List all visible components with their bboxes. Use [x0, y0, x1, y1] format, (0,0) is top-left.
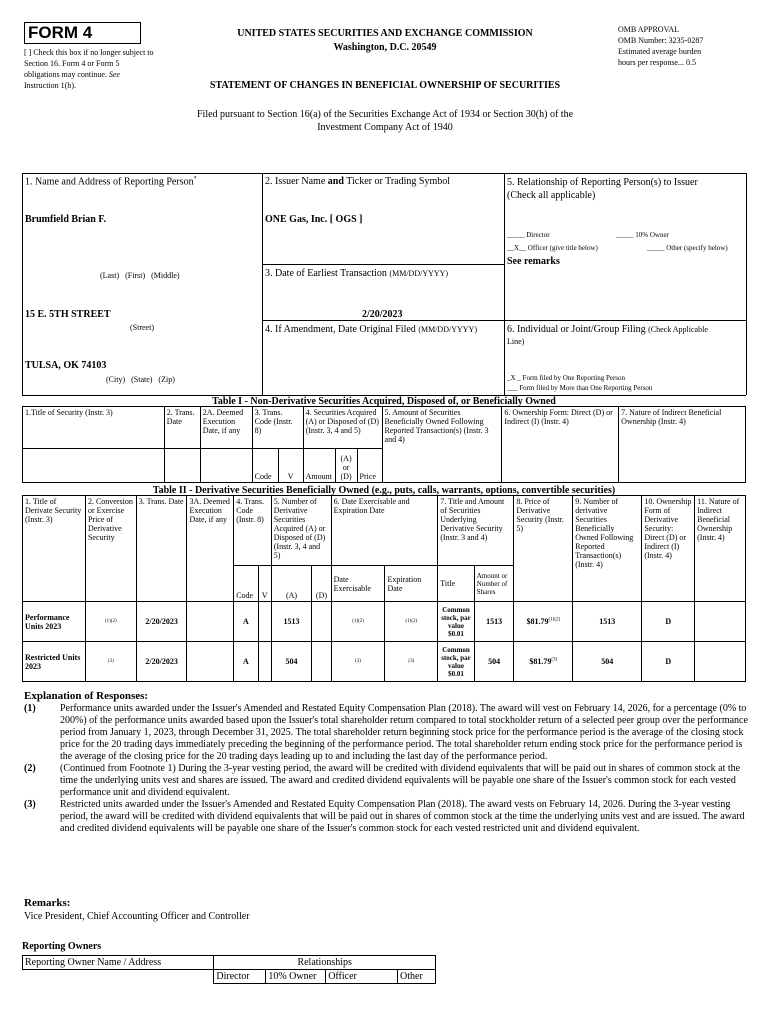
- reporting-person-street: 15 E. 5TH STREET: [25, 309, 111, 320]
- t1-sub-amount: Amount: [303, 449, 335, 483]
- agency-city: Washington, D.C. 20549: [333, 42, 437, 53]
- box3-label: 3. Date of Earliest Transaction (MM/DD/YYYY): [265, 268, 449, 279]
- row-acquired: 504: [271, 642, 312, 682]
- one-reporting-person: _X _ Form filed by One Reporting Person: [507, 374, 626, 382]
- reporting-owners-title: Reporting Owners: [22, 941, 102, 952]
- row-date: 2/20/2023: [136, 602, 187, 642]
- t1-h1: 1.Title of Security (Instr. 3): [23, 407, 165, 449]
- table1-title: Table I - Non-Derivative Securities Acquired, Disposed of, or Beneficially Owned: [212, 396, 556, 407]
- table-row: [23, 642, 746, 682]
- footnote-number: (2): [24, 763, 36, 774]
- row-price: $81.79$^{(3)}$: [514, 642, 573, 682]
- table1: [22, 406, 746, 483]
- box5-label-line-1: 5. Relationship of Reporting Person(s) to Issuer: [507, 177, 698, 188]
- more-reporting-persons: ___ Form filed by More than One Reporting Person: [507, 384, 653, 392]
- t2-sub-expiration: Expiration Date: [385, 566, 438, 602]
- reporting-person-city: TULSA, OK 74103: [25, 360, 107, 371]
- t2-h4: 4. Trans. Code (Instr. 8): [234, 496, 272, 566]
- box4-label: 4. If Amendment, Date Original Filed (MM/DD/YYYY): [265, 324, 477, 335]
- row-form: D: [642, 642, 695, 682]
- name-caption: (Last) (First) (Middle): [100, 271, 180, 280]
- reporting-person-name: Brumfield Brian F.: [25, 214, 107, 225]
- officer-col: Officer: [326, 970, 398, 984]
- box5-label: [507, 176, 743, 202]
- row-title: Common stock, par value $0.01: [438, 602, 475, 642]
- ten-pct-owner-checkbox: _____ 10% Owner: [616, 231, 669, 239]
- street-caption: (Street): [130, 323, 154, 332]
- ten-pct-owner-col: 10% Owner: [266, 970, 326, 984]
- filed-pursuant: [100, 108, 670, 134]
- t2-sub-code: Code: [234, 566, 258, 602]
- omb-box: [618, 24, 703, 68]
- agency-name: UNITED STATES SECURITIES AND EXCHANGE COMMISSION: [237, 28, 533, 39]
- t2-sub-a: (A): [271, 566, 312, 602]
- row-acquired: 1513: [271, 602, 312, 642]
- burden-line-1: Estimated average burden: [618, 47, 702, 56]
- t1-sub-code: Code: [252, 449, 278, 483]
- other-checkbox: _____ Other (specify below): [647, 244, 728, 252]
- t2-sub-amount: Amount or Number of Shares: [474, 566, 514, 602]
- owner-name-header: Reporting Owner Name / Address: [23, 956, 214, 970]
- row-expiration: (3): [385, 642, 438, 682]
- officer-checkbox: __X__ Officer (give title below): [507, 244, 598, 252]
- footnote-text: Restricted units awarded under the Issuer's Amended and Restated Equity Compensation Plan (2018). The award vests on February 14, 2026. During the 3-year vesting period, the award will be credited with dividend equivalents that will be paid out in shares of common stock at the time the underlying units vest and are issued. The award and credited dividend equivalents will be payable one share of the Issuer's common stock for each vested restricted unit and dividend equivalent.: [60, 799, 745, 834]
- box1-label: 1. Name and Address of Reporting Person*: [25, 176, 197, 188]
- t1-sub-a-or-d: (A) or (D): [335, 449, 357, 483]
- director-col: Director: [214, 970, 266, 984]
- row-shares: 504: [474, 642, 514, 682]
- row-code: A: [234, 602, 258, 642]
- row-conversion: (1)(2): [85, 602, 136, 642]
- footnote-number: (1): [24, 703, 36, 714]
- box2-label: 2. Issuer Name and Ticker or Trading Symbol: [265, 176, 451, 187]
- table2-title: Table II - Derivative Securities Beneficially Owned (e.g., puts, calls, warrants, options, convertible securities): [152, 485, 616, 496]
- t1-h2: 2. Trans. Date: [164, 407, 200, 449]
- filed-pursuant-line-1: Filed pursuant to Section 16(a) of the Securities Exchange Act of 1934 or Section 30(h) of the: [196, 109, 574, 120]
- t1-h6: 6. Ownership Form: Direct (D) or Indirect (I) (Instr. 4): [502, 407, 619, 483]
- footnote-1: [24, 703, 748, 763]
- row-security: Restricted Units 2023: [23, 642, 86, 682]
- t2-h1: 1. Title of Derivate Security (Instr. 3): [23, 496, 86, 602]
- t2-h2: 2. Conversion or Exercise Price of Derivative Security: [85, 496, 136, 602]
- box6-label: 6. Individual or Joint/Group Filing (Check Applicable Line): [507, 324, 708, 346]
- earliest-transaction-date: 2/20/2023: [362, 309, 403, 320]
- relationships-header: Relationships: [214, 956, 436, 970]
- row-code: A: [234, 642, 258, 682]
- t2-sub-v: V: [258, 566, 271, 602]
- remarks-text: Vice President, Chief Accounting Officer and Controller: [24, 911, 250, 922]
- omb-number: OMB Number: 3235-0287: [618, 36, 704, 45]
- t2-sub-d: (D): [312, 566, 331, 602]
- t2-h5: 5. Number of Derivative Securities Acquired (A) or Disposed of (D) (Instr. 3, 4 and 5): [271, 496, 331, 566]
- t1-h2a: 2A. Deemed Execution Date, if any: [200, 407, 252, 449]
- burden-line-2: hours per response... 0.5: [618, 58, 696, 67]
- row-shares: 1513: [474, 602, 514, 642]
- filed-pursuant-line-2: Investment Company Act of 1940: [317, 122, 453, 133]
- t2-h7: 7. Title and Amount of Securities Underlying Derivative Security (Instr. 3 and 4): [438, 496, 514, 566]
- omb-approval: OMB APPROVAL: [618, 25, 679, 34]
- table-row: [23, 602, 746, 642]
- t1-h7: 7. Nature of Indirect Beneficial Ownership (Instr. 4): [619, 407, 746, 483]
- statement-title: STATEMENT OF CHANGES IN BENEFICIAL OWNERSHIP OF SECURITIES: [209, 80, 561, 91]
- city-caption: (City) (State) (Zip): [106, 375, 175, 384]
- t1-sub-v: V: [278, 449, 303, 483]
- footnote-2: [24, 763, 748, 799]
- table2: [22, 495, 746, 682]
- t2-h8: 8. Price of Derivative Security (Instr. 5): [514, 496, 573, 602]
- t2-h11: 11. Nature of Indirect Beneficial Ownership (Instr. 4): [695, 496, 746, 602]
- t2-h3a: 3A. Deemed Execution Date, if any: [187, 496, 234, 602]
- row-exercisable: (1)(2): [331, 602, 385, 642]
- footnote-text: (Continued from Footnote 1) During the 3-year vesting period, the award will be credited with dividend equivalents that will be paid out in shares of common stock at the time the underlying units vest and shares are issued. The award and credited dividend equivalents will be payable one share of the Issuer's common stock for each vested performance unit and dividend equivalent.: [60, 763, 741, 798]
- t1-h5: 5. Amount of Securities Beneficially Owned Following Reported Transaction(s) (Instr. 3 and 4): [382, 407, 502, 483]
- issuer-name: ONE Gas, Inc. [ OGS ]: [265, 214, 363, 225]
- t2-h9: 9. Number of derivative Securities Beneficially Owned Following Reported Transaction(s) (Instr. 4): [573, 496, 642, 602]
- t2-h10: 10. Ownership Form of Derivative Security: Direct (D) or Indirect (I) (Instr. 4): [642, 496, 695, 602]
- footnote-3: [24, 799, 748, 835]
- footnote-number: (3): [24, 799, 36, 810]
- row-owned: 1513: [573, 602, 642, 642]
- row-conversion: (3): [85, 642, 136, 682]
- t2-sub-title: Title: [438, 566, 475, 602]
- row-expiration: (1)(2): [385, 602, 438, 642]
- t1-h3: 3. Trans. Code (Instr. 8): [252, 407, 303, 449]
- form-title: FORM 4: [24, 22, 141, 44]
- row-exercisable: (3): [331, 642, 385, 682]
- t2-h6: 6. Date Exercisable and Expiration Date: [331, 496, 438, 566]
- row-security: Performance Units 2023: [23, 602, 86, 642]
- row-price: $\$81.79^{(1)(2)}$: [514, 602, 573, 642]
- box5-label-line-2: (Check all applicable): [507, 190, 596, 201]
- footnote-text: Performance units awarded under the Issuer's Amended and Restated Equity Compensation Plan (2018). The award will vest on February 14, 2026, for a percentage (0% to 200%) of the performance units awarded based upon the Issuer's total shareholder return compared to total stockholder return of a selected peer group over the performance period from January 1, 2023, through December 31, 2025. The total shareholder return beginning stock price for the performance period is the average of the closing stock price for the 20 trading days immediately preceding the beginning of the performance period. The total shareholder return ending stock price for the performance period is the average of the closing price for the 20 trading days leading up to and including the last day of the performance period.: [60, 703, 748, 762]
- reporting-owners-table: [22, 955, 436, 984]
- other-col: Other: [398, 970, 436, 984]
- remarks-title: Remarks:: [24, 897, 71, 909]
- checkbox-note: [ ] Check this box if no longer subject to Section 16. Form 4 or Form 5 obligations may continue. See Instruction 1(b).: [24, 48, 154, 90]
- t1-sub-price: Price: [357, 449, 382, 483]
- see-remarks: See remarks: [507, 256, 560, 267]
- explanation-title: Explanation of Responses:: [24, 690, 149, 702]
- explanation-section: [24, 690, 748, 835]
- row-form: D: [642, 602, 695, 642]
- row-owned: 504: [573, 642, 642, 682]
- director-checkbox: _____ Director: [507, 231, 550, 239]
- row-date: 2/20/2023: [136, 642, 187, 682]
- t2-h3: 3. Trans. Date: [136, 496, 187, 602]
- row-title: Common stock, par value $0.01: [438, 642, 475, 682]
- t2-sub-exercisable: Date Exercisable: [331, 566, 385, 602]
- t1-h4: 4. Securities Acquired (A) or Disposed of (D) (Instr. 3, 4 and 5): [303, 407, 382, 449]
